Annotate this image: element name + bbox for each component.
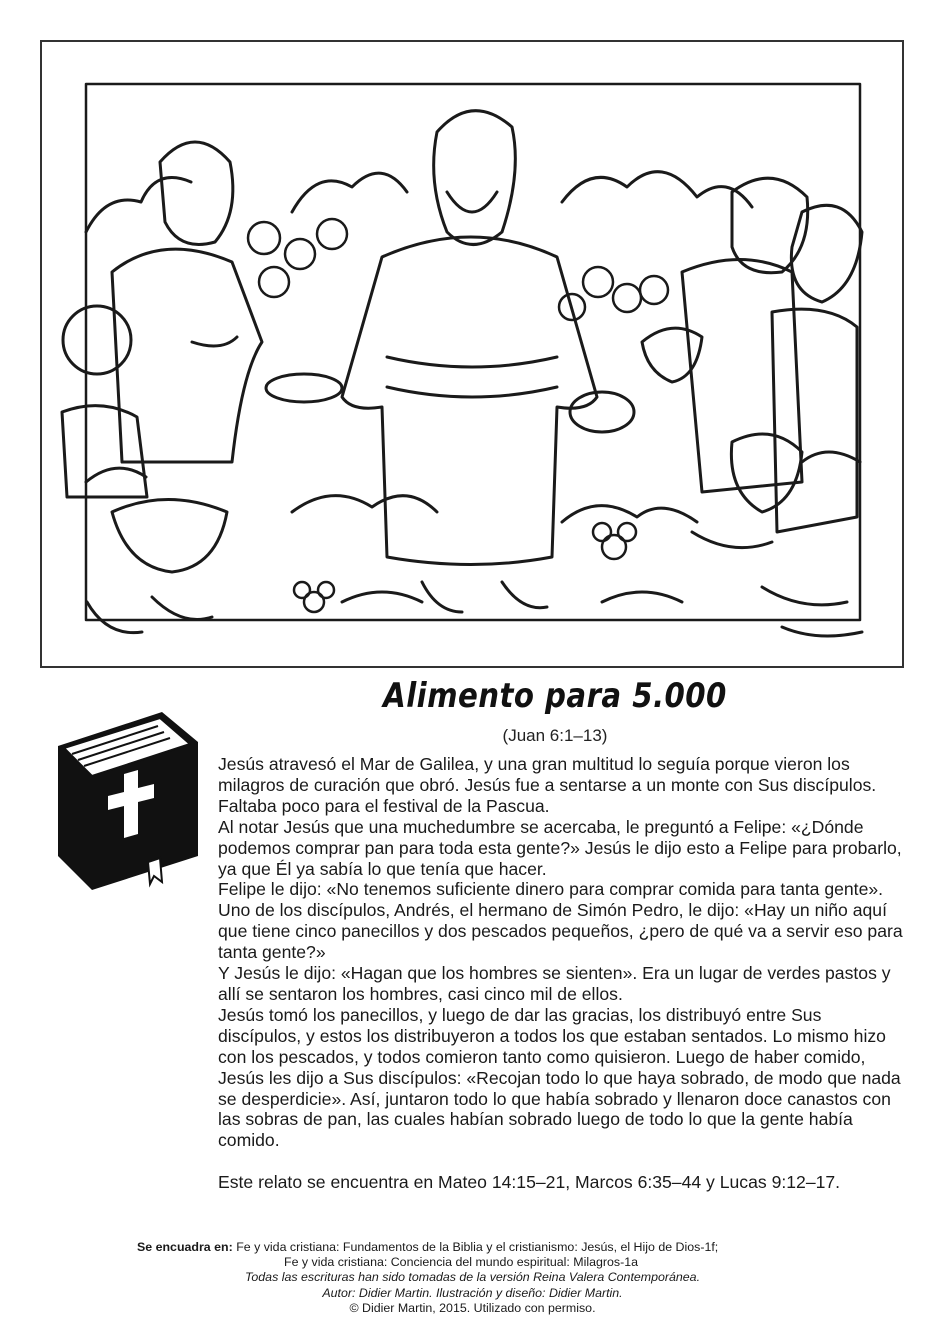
story-closing: Este relato se encuentra en Mateo 14:15–21, Marcos 6:35–44 y Lucas 9:12–17. xyxy=(218,1172,841,1193)
footer-line-1 xyxy=(0,1240,945,1255)
story-paragraph: Y Jesús le dijo: «Hagan que los hombres se sienten». Era un lugar de verdes pastos y allí se sentaron los hombres, casi cinco mil de ellos. xyxy=(218,963,891,1004)
bible-cross-icon xyxy=(52,706,202,896)
footer-copyright: © Didier Martin, 2015. Utilizado con permiso. xyxy=(349,1300,596,1315)
footer-credits xyxy=(0,1240,945,1316)
story-paragraph: Jesús atravesó el Mar de Galilea, y una gran multitud lo seguía porque vieron los milagros de curación que obró. Jesús fue a sentarse a un monte con Sus discípulos. Faltaba poco para el festival de la Pascua. xyxy=(218,754,877,816)
page-title: Alimento para 5.000 xyxy=(383,676,727,716)
flowers xyxy=(294,523,636,612)
bushes xyxy=(86,172,860,482)
story-text xyxy=(218,754,908,1193)
coloring-illustration xyxy=(40,40,904,668)
story-paragraph: Jesús tomó los panecillos, y luego de dar las gracias, los distribuyó entre Sus discípulos, y estos los distribuyeron a todos los que estaban sentados. Lo mismo hizo con los pescados, y todos comieron tanto como quisieron. Luego de haber comido, Jesús les dijo a Sus discípulos: «Recojan todo lo que haya sobrado, de modo que nada se desperdicie». Así, juntaron todo lo que había sobrado y llenaron doce canastos con las sobras de pan, las cuales habían sobrado luego de todo lo que la gente había comido. xyxy=(218,1004,901,1151)
footer-author: Autor: Didier Martin. Ilustración y diseño: Didier Martin. xyxy=(322,1285,623,1300)
footer-curriculum-1: Fe y vida cristiana: Fundamentos de la Biblia y el cristianismo: Jesús, el Hijo de Dios-1f; xyxy=(236,1240,719,1254)
story-paragraph: Uno de los discípulos, Andrés, el hermano de Simón Pedro, le dijo: «Hay un niño aquí que tiene cinco panecillos y dos pescados pequeños, ¿pero de qué va a servir eso para tanta gente?» xyxy=(218,900,903,963)
story-paragraph: Felipe le dijo: «No tenemos suficiente dinero para comprar comida para tanta gente». xyxy=(218,879,884,900)
footer-curriculum-2: Fe y vida cristiana: Conciencia del mundo espiritual: Milagros-1a xyxy=(284,1255,638,1270)
disciples-right xyxy=(642,178,862,636)
scripture-reference: (Juan 6:1–13) xyxy=(502,726,608,745)
crowd xyxy=(248,219,668,320)
footer-label: Se encuadra en: xyxy=(137,1240,233,1254)
story-paragraph: Al notar Jesús que una muchedumbre se acercaba, le preguntó a Felipe: «¿Dónde podemos comprar pan para toda esta gente?» Jesús le dijo esto a Felipe para probarlo, ya que Él ya sabía lo que tenía que hacer. xyxy=(218,816,902,879)
ground-bushes xyxy=(292,496,697,602)
scene-frame xyxy=(86,84,860,620)
footer-scripture-note: Todas las escrituras han sido tomadas de la versión Reina Valera Contemporánea. xyxy=(244,1270,701,1285)
